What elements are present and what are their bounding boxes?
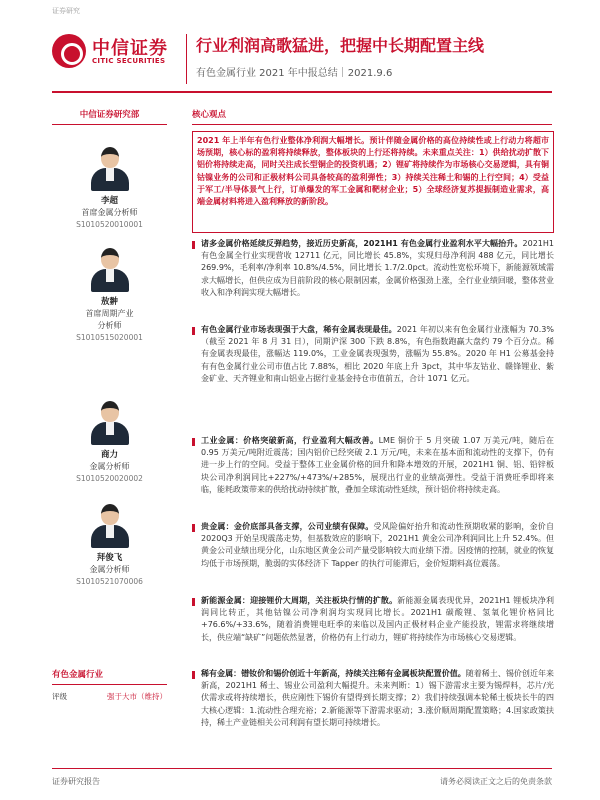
analyst-card [52, 145, 167, 231]
section-marker [192, 671, 195, 679]
core-title: 核心观点 [192, 110, 227, 120]
section-marker [192, 438, 195, 446]
analyst-name: 李超 [100, 196, 118, 206]
section [192, 324, 554, 385]
rating-key: 评级 [52, 692, 67, 701]
rating-value: 强于大市（维持） [107, 692, 167, 701]
header-rule [52, 91, 552, 93]
section-body: LME 铜价于 5 月突破 1.07 万美元/吨，随后在 0.95 万美元/吨附近震荡；国内铝价已经突破 2.1 万元/吨，未来在基本面和流动性的支撑下，仍有进一步上行的空间。受益于整体工业金属价格的回升和降本增效的开展，2021H1 铜、铝、铅锌板块公司净利润同比+227%/+473%/+285%，展现出行业的业绩高弹性。受益于消费旺季即将来临，能耗政策带来的供给扰动持续扩散，叠加全球流动性延续，预计铝价将持续走高。 [201, 436, 554, 494]
section [192, 238, 554, 299]
core-rule [192, 124, 552, 125]
report-subtitle: 有色金属行业 2021 年中报总结｜2021.9.6 [196, 68, 393, 79]
header-divider [186, 34, 187, 84]
section-marker [192, 241, 195, 249]
avatar [88, 399, 132, 445]
avatar [88, 502, 132, 548]
section-marker [192, 524, 195, 532]
footer-disclaimer: 请务必阅读正文之后的免责条款 [440, 777, 552, 786]
analyst-name: 商力 [100, 450, 118, 460]
avatar [88, 246, 132, 292]
sector-title: 有色金属行业 [52, 668, 167, 685]
section-lead: 贵金属：金价底部具备支撑，公司业绩有保障。 [201, 522, 374, 531]
analyst-card [52, 399, 167, 485]
analyst-id: S1010520020002 [76, 474, 143, 483]
logo-cn: 中信证券 [92, 38, 168, 59]
section [192, 435, 554, 496]
analyst-title: 金属分析师 [89, 462, 130, 471]
section-body: 受风险偏好抬升和流动性预期收紧的影响，金价自 2020Q3 开始呈现震荡走势，但基数效应的影响下，2021H1 黄金公司净利润同比上升 52.4%。但黄金公司业绩出现分化，山东地区黄金公司产量受影响较大而业绩下滑。因疫情的控制，就业的恢复均低于市场预期，脆弱的实体经济下 Tapper 的执行可能滞后，金价短期料高位震荡。 [201, 522, 554, 568]
analyst-title: 金属分析师 [89, 565, 130, 574]
analyst-name: 拜俊飞 [96, 553, 123, 563]
section-body: 随着稀土、锡价创近年来新高，2021H1 稀土、锡业公司盈利大幅提升。未来判断：1）锡下游需求主要为锡焊料，芯片/光伏需求或将持续增长，供应刚性下锡价有望得到长期支撑；2）我们持续强调本轮稀土板块长牛的四大核心逻辑：1.流动性合理充裕；2.新能源等下游需求驱动；3.涨价顺周期配置策略；4.国家政策扶持，稀土产业链相关公司利润有望长期可持续增长。 [201, 669, 554, 727]
highlight-text: 2021 年上半年有色行业整体净利润大幅增长。预计伴随金属价格的高位持续性或上行动力将超市场预期，核心标的盈利将持续释放，整体板块的上行还将持续。未来重点关注：1）供给扰动扩散下铝价将持续走高，同时关注成长型铜企的投资机遇；2）锂矿将持续作为市场核心交易逻辑，具有铜钴镍业务的公司和正极材料公司具备较高的盈利弹性；3）持续关注稀土和锡的上行空间；4）受益于军工/半导体景气上行，订单爆发的军工金属和靶材企业；5）全球经济复苏提振制造业需求，高端金属材料将进入盈利释放的新阶段。 [197, 136, 549, 207]
dept-label: 中信证券研究部 [79, 110, 140, 120]
dept-rule [52, 124, 167, 125]
analyst-id: S1010521070006 [76, 577, 143, 586]
section-marker [192, 327, 195, 335]
sector-box [52, 668, 167, 702]
section [192, 668, 554, 729]
section-lead: 稀有金属：镨钕价和锡价创近十年新高，持续关注稀有金属板块配置价值。 [201, 669, 466, 678]
section [192, 595, 554, 644]
section [192, 521, 554, 570]
analyst-title: 首席周期产业 [85, 309, 134, 318]
section-lead: 有色金属行业市场表现强于大盘，稀有金属表现最佳。 [201, 325, 397, 334]
analyst-card [52, 502, 167, 588]
section-lead: 工业金属：价格突破新高，行业盈利大幅改善。 [201, 436, 379, 445]
section-body: 2021H1 有色金属全行业实现营收 12711 亿元，同比增长 45.8%，实现归母净利润 488 亿元，同比增长 269.9%，毛利率/净利率 10.8%/4.5%，同比增长 1.7/2.0pct。流动性宽松环境下，新能源领域需求大幅增长，但供应成为目前阶段的核心限制因素，金属价格强劲上涨，全行业业绩回暖，整体营业收入和净利润实现大幅增长。 [201, 239, 554, 297]
section-lead: 诸多金属价格延续反弹趋势，接近历史新高，2021H1 有色金属行业盈利水平大幅抬升。 [201, 239, 523, 248]
analyst-title-2: 分析师 [97, 321, 122, 330]
report-title: 行业利润高歌猛进，把握中长期配置主线 [196, 36, 485, 55]
footer-left: 证券研究报告 [52, 777, 100, 786]
section-marker [192, 598, 195, 606]
analyst-id: S1010515020001 [76, 333, 143, 342]
rating-row [52, 685, 167, 702]
section-lead: 新能源金属：迎接锂价大周期，关注板块行情的扩散。 [201, 596, 398, 605]
analyst-id: S1010520010001 [76, 220, 143, 229]
footer-rule [52, 768, 552, 769]
section-body: 新能源金属表现优异，2021H1 锂板块净利润同比转正，其他钴镍公司净利润均实现同比增长。2021H1 碳酸锂、氢氧化锂价格同比+76.6%/+33.6%，随着消费锂电旺季的来临以及国内正极材料企业产能投放，锂需求将继续增长，供应端“缺矿”问题依然显著，价格仍有上行动力，锂矿将持续作为市场核心交易逻辑。 [201, 596, 554, 642]
logo-en: CITIC SECURITIES [92, 57, 166, 65]
avatar [88, 145, 132, 191]
analyst-name: 敖翀 [100, 297, 118, 307]
section-body: 2021 年初以来有色金属行业涨幅为 70.3%（截至 2021 年 8 月 31 日），同期沪深 300 下跌 8.8%，有色指数跑赢大盘约 79 个百分点。稀有金属表现最佳，涨幅达 119.0%，工业金属表现强势，涨幅为 55.8%。2020 年 H1 公募基金持有有色金属行业公司市值占比 7.88%，相比 2020 年底上升 3pct，其中华友钴业、赣锋锂业、紫金矿业、天齐锂业和南山铝业占据行业基金持仓市值前五，合计 1071 亿元。 [201, 325, 555, 383]
analyst-card [52, 246, 167, 344]
highlight-box [192, 131, 554, 233]
analyst-title: 首席金属分析师 [81, 208, 138, 217]
top-tag: 证券研究 [52, 7, 80, 15]
citic-logo-icon [52, 34, 86, 68]
